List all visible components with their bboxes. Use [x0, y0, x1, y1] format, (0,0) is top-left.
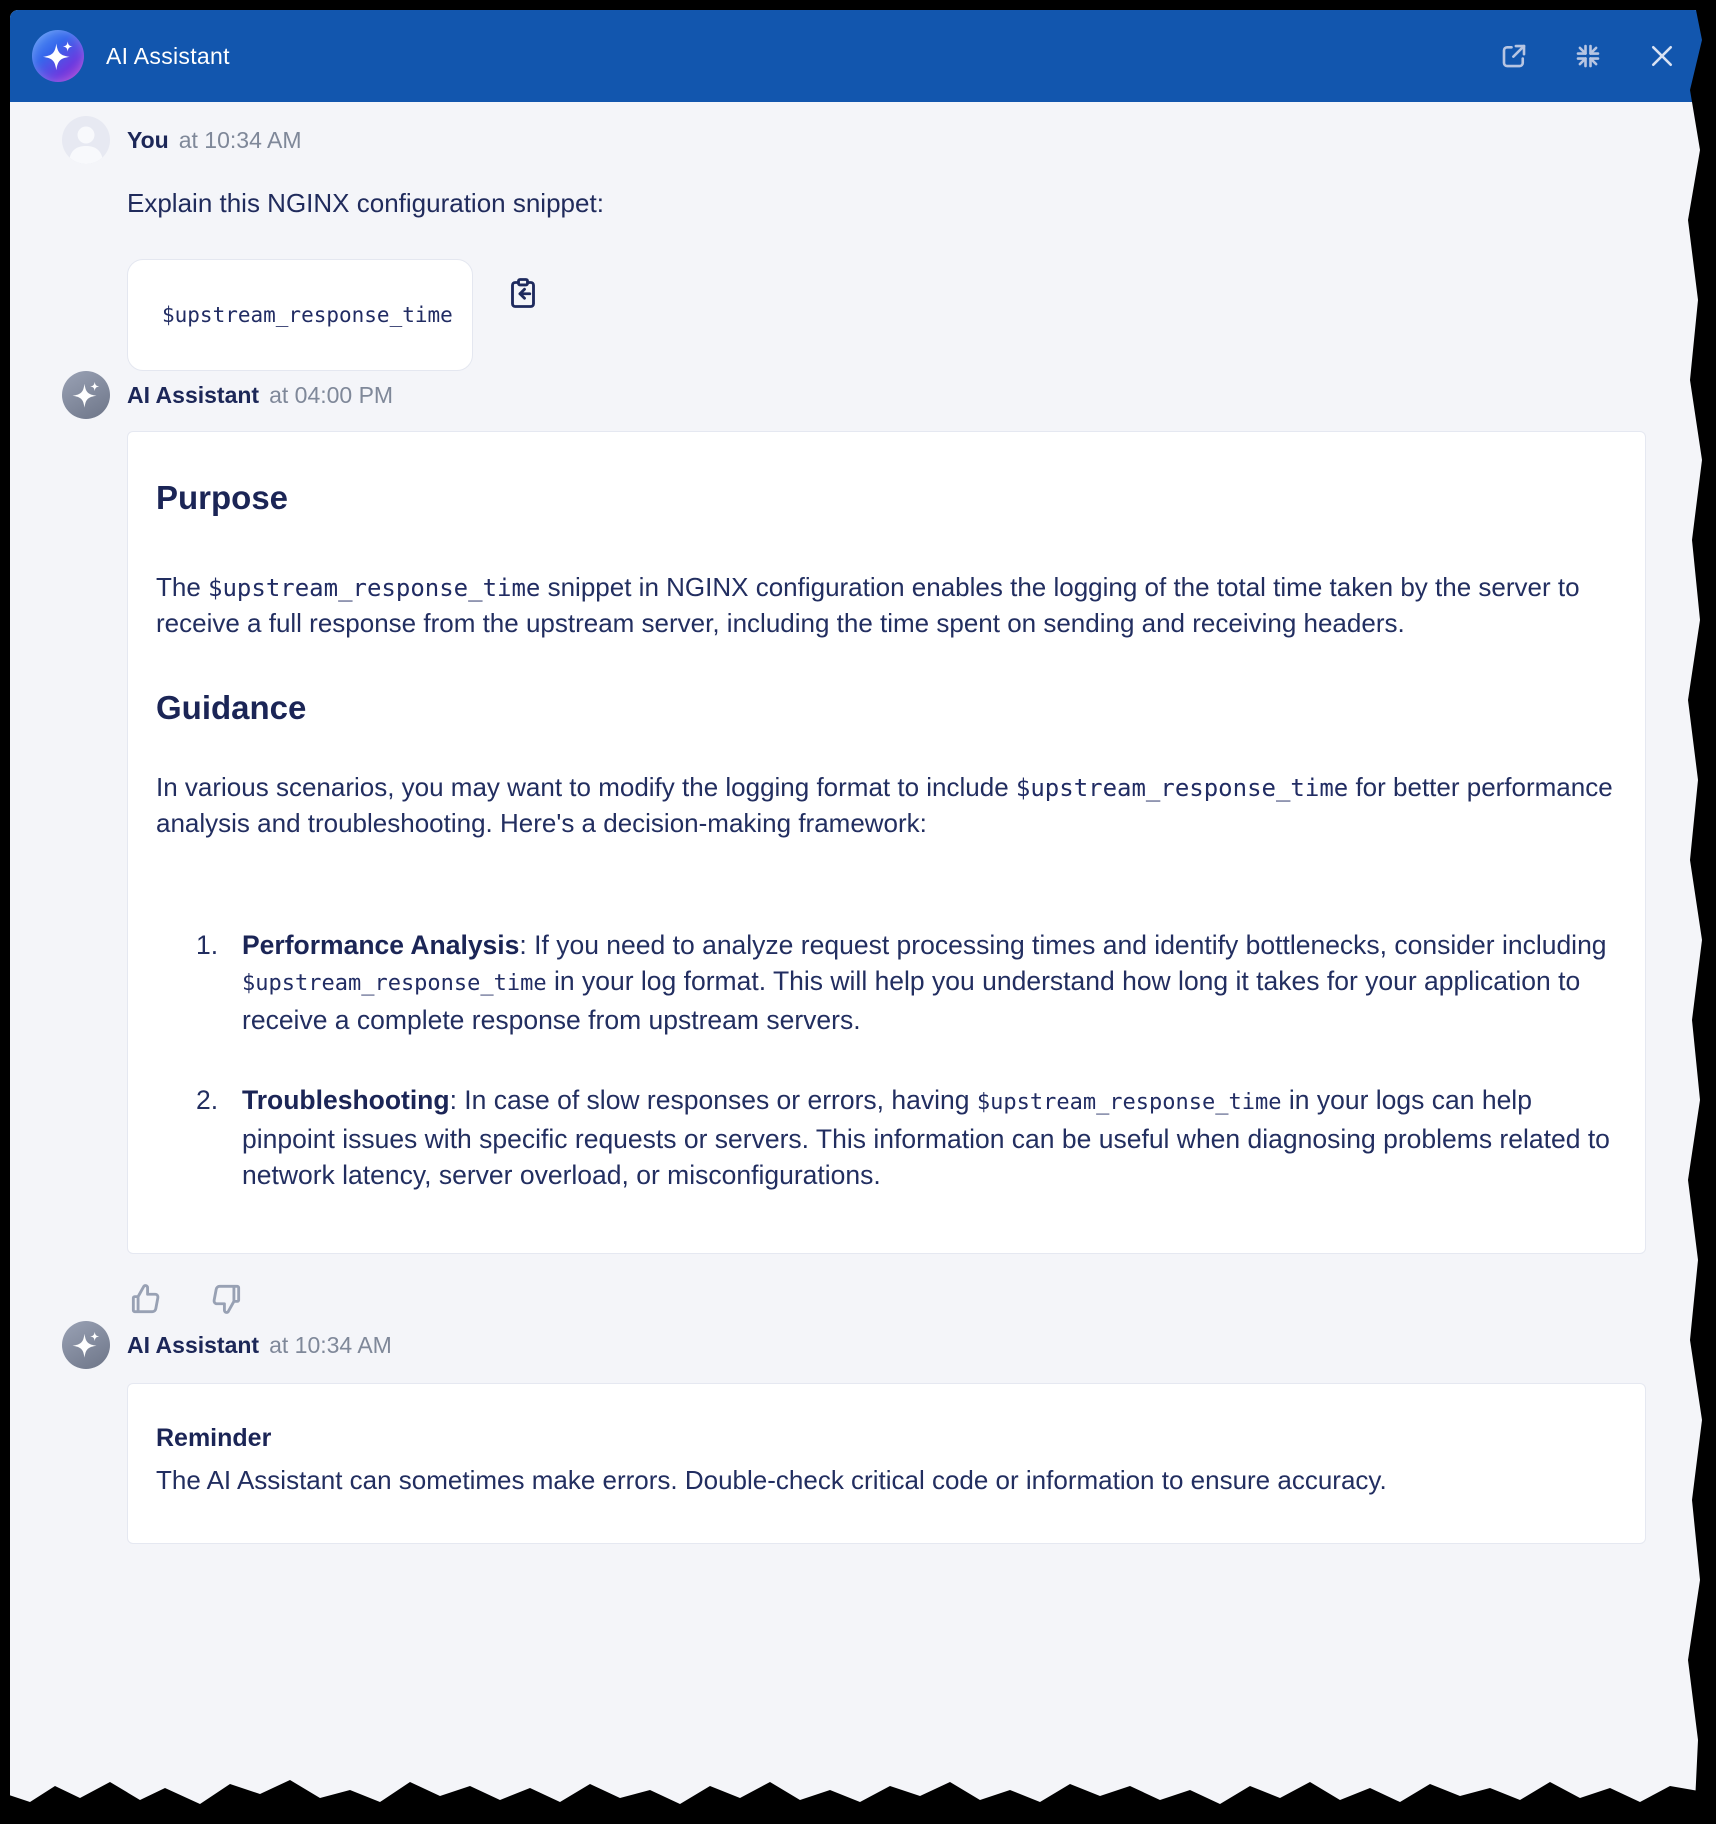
code-snippet-text: $upstream_response_time [162, 303, 453, 327]
ai-assistant-panel [10, 10, 1702, 1810]
code-snippet-row [127, 259, 1646, 371]
panel-header [10, 10, 1702, 102]
message-header [127, 1321, 1646, 1369]
list-item: Performance Analysis: If you need to analyze request processing times and identify bottlenecks, consider including $upstream_response_time in your log format. This will help you understand how long it takes for your application to receive a complete response from upstream servers. [242, 930, 1607, 1035]
open-in-new-window-icon[interactable] [1498, 40, 1530, 72]
collapse-panel-icon[interactable] [1572, 40, 1604, 72]
close-icon[interactable] [1646, 40, 1678, 72]
ai-assistant-logo-icon [32, 30, 84, 82]
code-snippet-box [127, 259, 473, 371]
copy-to-clipboard-icon[interactable] [505, 275, 541, 314]
inline-code: $upstream_response_time [1015, 774, 1349, 802]
assistant-reminder-message [62, 1321, 1646, 1544]
inline-code: $upstream_response_time [208, 574, 541, 602]
assistant-answer-card [127, 431, 1646, 1254]
message-timestamp: at 10:34 AM [178, 126, 302, 153]
chat-area [10, 102, 1702, 1544]
user-message-text: Explain this NGINX configuration snippet: [127, 188, 604, 218]
user-message [62, 116, 1646, 371]
thumbs-down-icon[interactable] [207, 1280, 245, 1321]
message-timestamp: at 04:00 PM [269, 381, 394, 408]
inline-code: $upstream_response_time [242, 971, 547, 996]
message-header [127, 371, 1646, 419]
guidance-heading: Guidance [156, 689, 307, 726]
header-actions [1498, 40, 1688, 72]
reminder-card [127, 1383, 1646, 1544]
purpose-heading: Purpose [156, 479, 289, 516]
guidance-paragraph: In various scenarios, you may want to modify the logging format to include $upstream_response_time for better performance analysis and troubleshooting. Here's a decision-making framework: [156, 772, 1613, 838]
author-name: AI Assistant [127, 1331, 260, 1358]
purpose-paragraph: The $upstream_response_time snippet in NGINX configuration enables the logging of the total time taken by the server to receive a full response from the upstream server, including the time spent on sending and receiving headers. [156, 572, 1580, 638]
thumbs-up-icon[interactable] [127, 1280, 165, 1321]
decision-framework-list [156, 927, 1617, 1193]
user-avatar-icon [62, 116, 110, 164]
author-name: AI Assistant [127, 381, 260, 408]
message-timestamp: at 10:34 AM [269, 1331, 392, 1358]
message-header [127, 116, 1646, 164]
assistant-message [62, 371, 1646, 1321]
feedback-row [127, 1280, 1646, 1321]
assistant-avatar-icon [62, 1321, 110, 1369]
list-item: Troubleshooting: In case of slow responses or errors, having $upstream_response_time in your logs can help pinpoint issues with specific requests or servers. This information can be useful when diagnosing problems related to network latency, server overload, or misconfigurations. [242, 1085, 1610, 1190]
assistant-avatar-icon [62, 371, 110, 419]
panel-title: AI Assistant [106, 42, 230, 69]
author-name: You [127, 126, 169, 153]
inline-code: $upstream_response_time [976, 1090, 1282, 1115]
reminder-text: The AI Assistant can sometimes make errors. Double-check critical code or information to ensure accuracy. [156, 1465, 1387, 1495]
reminder-heading: Reminder [156, 1424, 272, 1452]
